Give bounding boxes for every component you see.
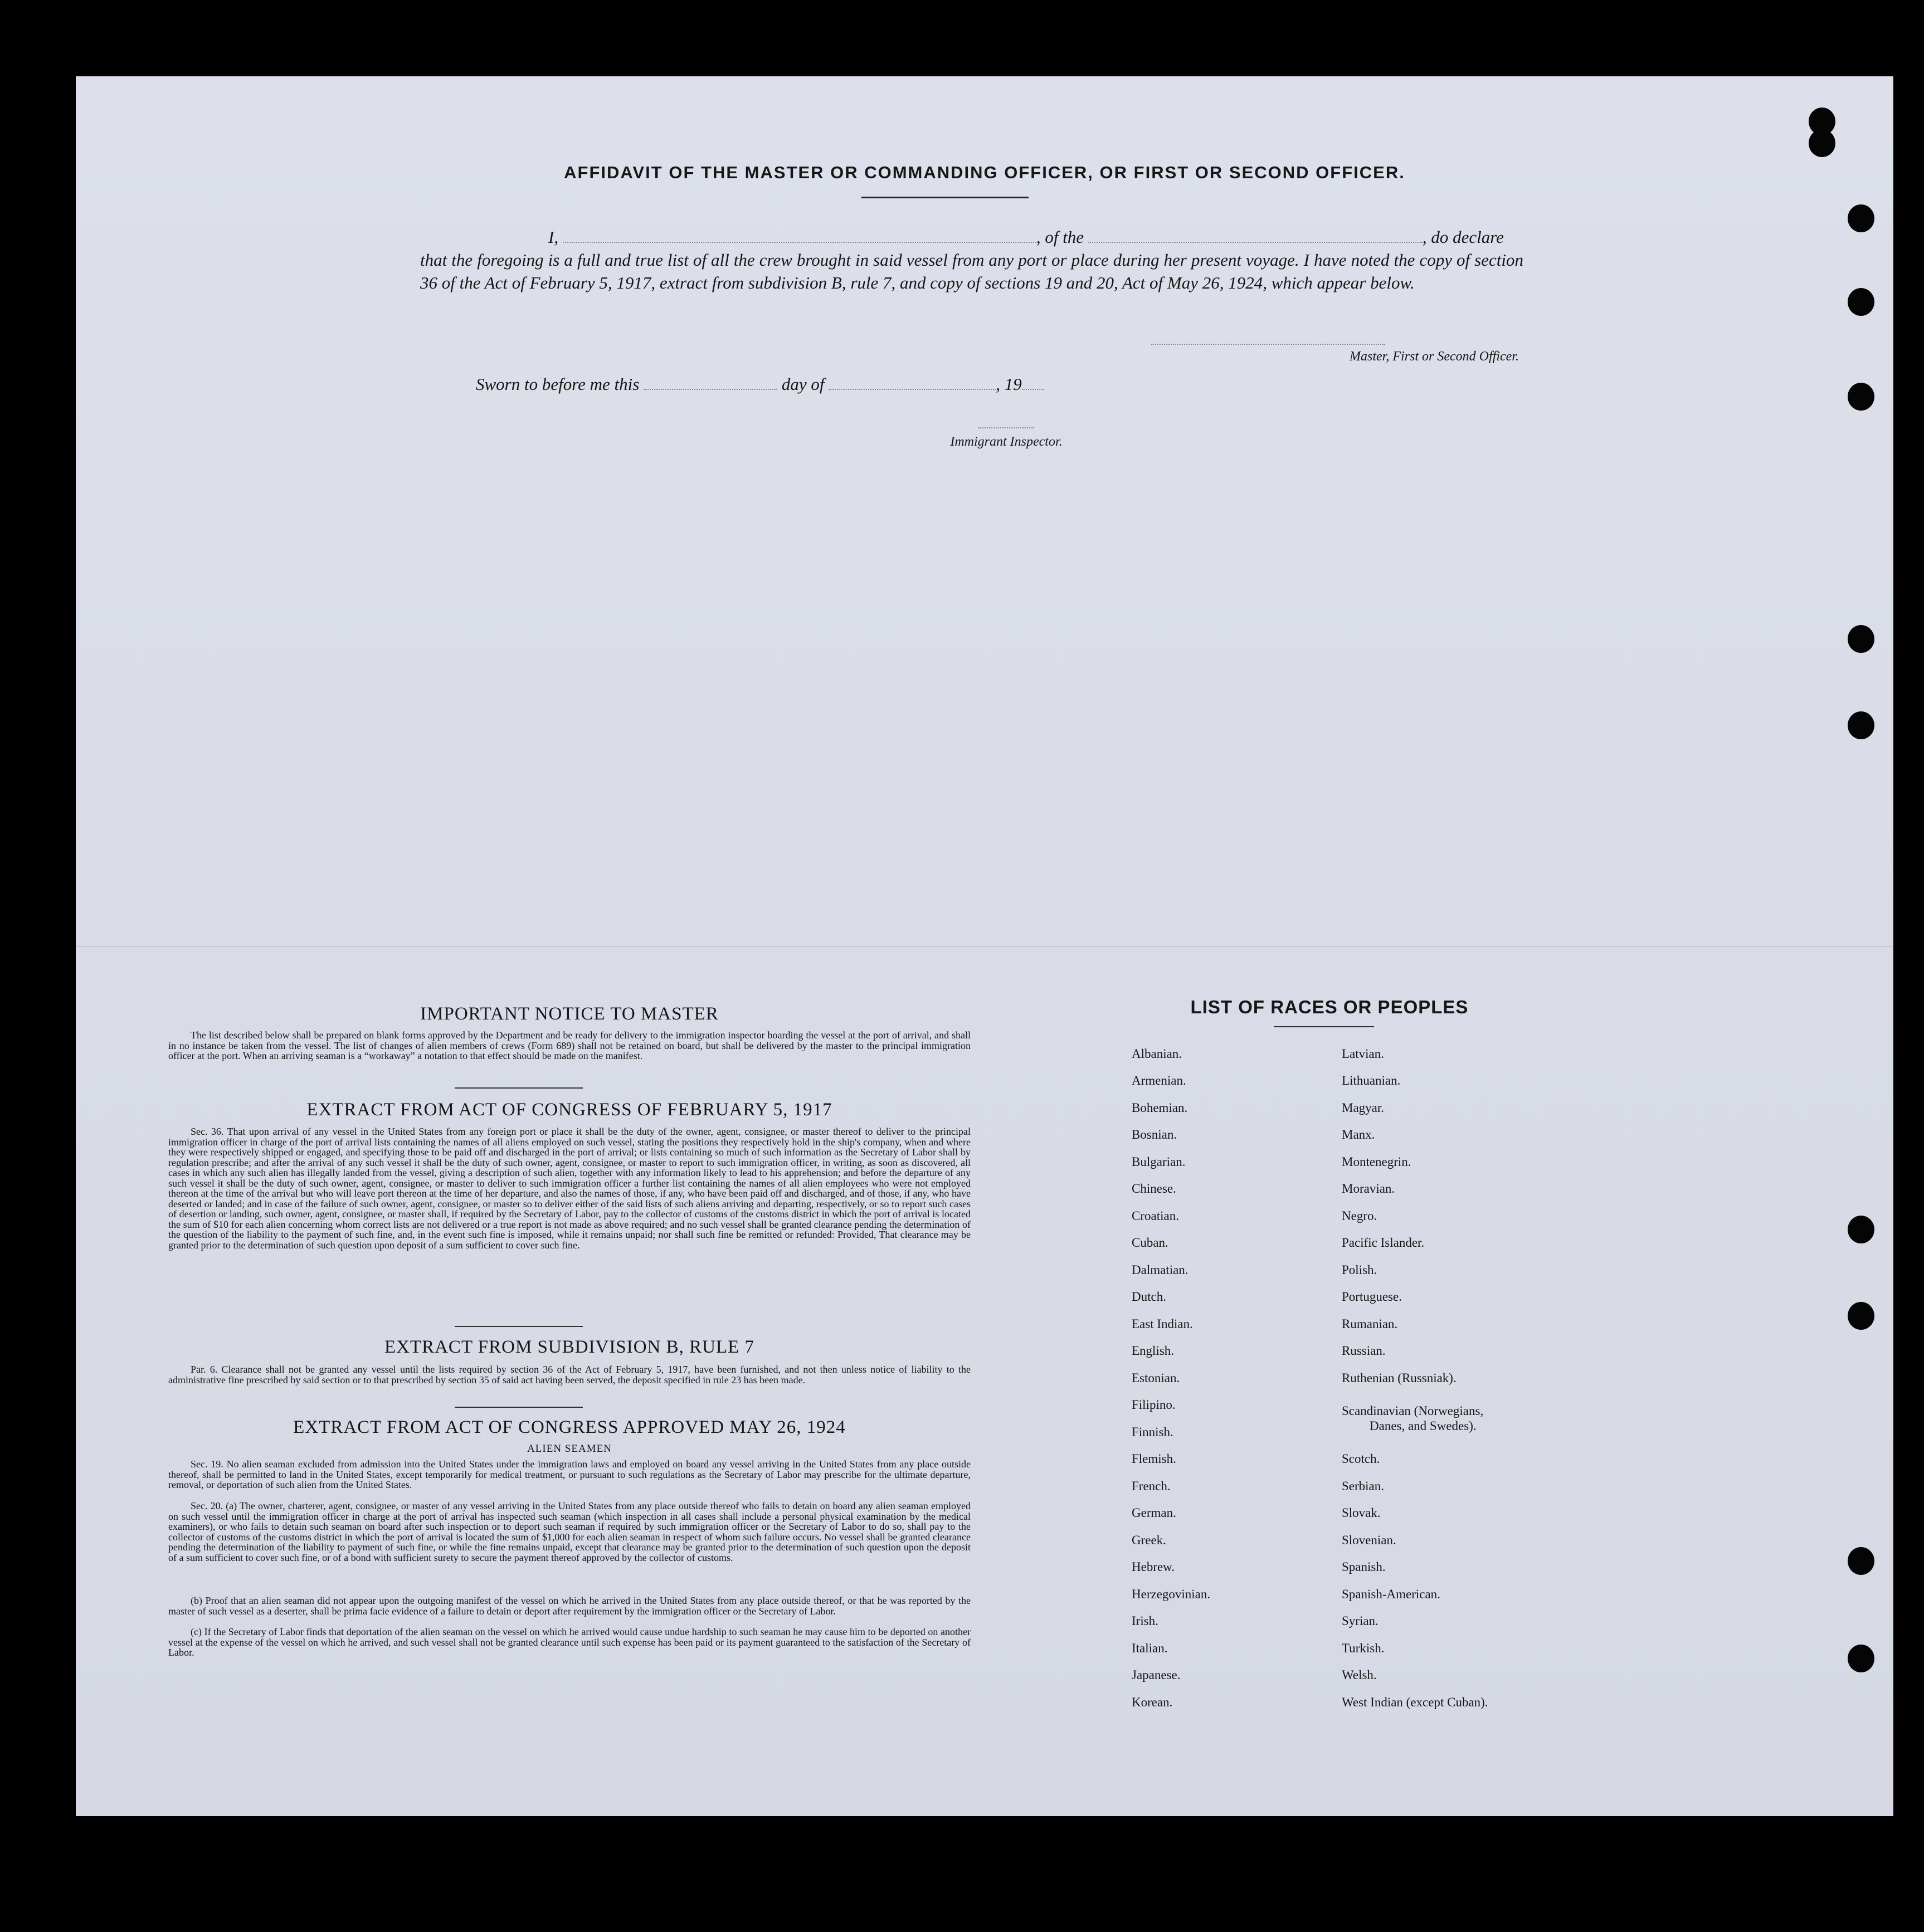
race-right: Spanish. — [1342, 1560, 1386, 1574]
extract-1917-text: Sec. 36. That upon arrival of any vessel in the United States from any foreign port or place it shall be the duty of the owner, agent, consignee, or master thereof to deliver to the principal immigration officer in charge of the port of arrival lists containing the names of all aliens employed on such vessel, stating the positions they respectively hold in the ship's company, when and where they were respectively shipped or engaged, and specifying those to be paid off and discharged in the port of arrival; or lists containing so much of such information as the Secretary of Labor shall by regulation prescribe; and after the arrival of any such vessel it shall be the duty of such owner, agent, consignee, or master to report to such immigration officer, in writing, as soon as discovered, all cases in which any such alien has illegally landed from the vessel, giving a description of such alien, together with any information likely to lead to his apprehension; and before the departure of any such vessel it shall be the duty of such owner, agent, consignee, or master to deliver to such immigration officer a further list containing the names of all alien employees who were not employed thereon at the time of the arrival but who will leave port thereon at the time of her departure, and also the names of those, if any, who have been paid off and discharged, and of those, if any, who have deserted or landed; and in case of the failure of such owner, agent, consignee, or master so to deliver either of the said lists of such aliens arriving and departing, respectively, or so to report such cases of desertion or landing, such owner, agent, consignee, or master shall, if required by the Secretary of Labor, pay to the collector of customs of the customs district in which the port of arrival is located the sum of $10 for each alien concerning whom correct lists are not delivered or a true report is not made as above required; and no such vessel shall be granted clearance pending the determination of the question of the liability to the payment of such fine, and, in the event such fine is imposed, while it remains unpaid; nor shall such fine be remitted or refunded: Provided, That clearance may be granted prior to the determination of such question upon deposit of a sum sufficient to cover such fine. — [168, 1126, 971, 1251]
do-declare-label: , do declare — [1422, 227, 1504, 247]
race-right: Russian. — [1342, 1344, 1386, 1358]
race-right: Lithuanian. — [1342, 1074, 1401, 1087]
race-left: Flemish. — [1132, 1452, 1176, 1466]
race-right: Manx. — [1342, 1128, 1375, 1141]
race-left: Armenian. — [1132, 1074, 1186, 1087]
race-right: Negro. — [1342, 1209, 1377, 1223]
sworn-label: Sworn to before me this — [476, 374, 640, 394]
race-left: Finnish. — [1132, 1425, 1173, 1439]
day-of-label: day of — [781, 374, 825, 394]
punch-hole — [1848, 204, 1874, 232]
race-right: Scandinavian (Norwegians, — [1342, 1404, 1484, 1418]
punch-hole — [1848, 711, 1874, 739]
race-left: Irish. — [1132, 1614, 1158, 1628]
title-rule — [861, 197, 1029, 198]
race-right: Polish. — [1342, 1263, 1377, 1277]
race-left: Chinese. — [1132, 1182, 1176, 1196]
master-label: Master, First or Second Officer. — [1350, 349, 1519, 364]
race-right: Serbian. — [1342, 1479, 1385, 1493]
declaration-block — [420, 226, 1523, 294]
year-label: , 19 — [996, 374, 1022, 394]
race-left: Bohemian. — [1132, 1101, 1188, 1115]
race-right: Montenegrin. — [1342, 1155, 1411, 1169]
race-left: Bosnian. — [1132, 1128, 1177, 1141]
race-right: Latvian. — [1342, 1047, 1384, 1061]
extract-rule7-title: EXTRACT FROM SUBDIVISION B, RULE 7 — [384, 1337, 755, 1357]
race-left: Italian. — [1132, 1641, 1168, 1655]
month-blank[interactable] — [829, 379, 996, 390]
race-left: Bulgarian. — [1132, 1155, 1186, 1169]
race-right: Syrian. — [1342, 1614, 1379, 1628]
master-signature-line[interactable] — [1151, 344, 1385, 345]
year-blank[interactable] — [1022, 379, 1044, 390]
race-right: Danes, and Swedes). — [1370, 1419, 1477, 1433]
race-right: Turkish. — [1342, 1641, 1385, 1655]
race-right: Portuguese. — [1342, 1290, 1402, 1304]
punch-hole — [1848, 625, 1874, 653]
race-left: Japanese. — [1132, 1668, 1181, 1682]
notice-text: The list described below shall be prepared on blank forms approved by the Department and be ready for delivery to the immigration inspector boarding the vessel at the port of arrival, and shall in no instance be taken from the vessel. The list of changes of alien members of crews (Form 689) shall not be retained on board, but shall be delivered by the master to the principal immigration officer at the port. When an arriving seaman is a “workaway” a notation to that effect should be made on the manifest. — [168, 1030, 971, 1061]
of-the-label: , of the — [1036, 227, 1084, 247]
inspector-label: Immigrant Inspector. — [950, 435, 1063, 449]
affidavit-title: AFFIDAVIT OF THE MASTER OR COMMANDING OFFICER, OR FIRST OR SECOND OFFICER. — [564, 163, 1405, 182]
vessel-blank[interactable] — [1088, 232, 1423, 243]
race-left: French. — [1132, 1479, 1171, 1493]
name-blank[interactable] — [563, 232, 1036, 243]
race-right: Slovak. — [1342, 1506, 1381, 1520]
extract-1924-sec20a: Sec. 20. (a) The owner, charterer, agent, consignee, or master of any vessel arriving in the United States from any place outside thereof who fails to detain on board any alien seaman employed on such vessel until the immigration officer in charge at the port of arrival has inspected such seaman (which inspection in all cases shall include a personal physical examination by the medical examiners), or who fails to detain such seaman on board after such inspection or to deport such seaman if required by such immigration officer or the Secretary of Labor to do so, shall pay to the collector of customs of the customs district in which the port of arrival is located the sum of $1,000 for each alien seaman in respect of whom such failure occurs. No vessel shall be granted clearance pending the determination of the liability to payment of such fine, or while the fine remains unpaid, except that clearance may be granted prior to the determination of such question upon the deposit of a sum sufficient to cover such fine, or of a bond with sufficient surety to secure the payment thereof approved by the collector of customs. — [168, 1500, 971, 1563]
race-left: Dutch. — [1132, 1290, 1166, 1304]
extract-1924-title: EXTRACT FROM ACT OF CONGRESS APPROVED MAY 26, 1924 — [293, 1417, 846, 1437]
race-left: Korean. — [1132, 1695, 1173, 1709]
punch-hole — [1848, 1302, 1874, 1330]
section-rule — [455, 1407, 583, 1408]
races-title: LIST OF RACES OR PEOPLES — [1190, 997, 1469, 1017]
race-right: Welsh. — [1342, 1668, 1377, 1682]
race-right: Moravian. — [1342, 1182, 1395, 1196]
extract-1924-sec20b: (b) Proof that an alien seaman did not appear upon the outgoing manifest of the vessel on which he arrived in the United States from any place outside thereof, or that he was reported by the master of such vessel as a deserter, shall be prima facie evidence of a failure to detain or deport after requirement by the immigration officer or the Secretary of Labor. — [168, 1595, 971, 1617]
punch-hole — [1848, 1216, 1874, 1243]
races-rule — [1274, 1026, 1374, 1027]
race-right: Slovenian. — [1342, 1533, 1396, 1547]
punch-hole — [1848, 1547, 1874, 1575]
race-left: Herzegovinian. — [1132, 1587, 1211, 1601]
race-right: Pacific Islander. — [1342, 1236, 1425, 1250]
race-right: Spanish-American. — [1342, 1587, 1440, 1601]
race-left: English. — [1132, 1344, 1175, 1358]
race-right: Rumanian. — [1342, 1317, 1398, 1331]
punch-hole — [1809, 129, 1835, 157]
race-right: Magyar. — [1342, 1101, 1385, 1115]
punch-hole — [1848, 288, 1874, 316]
inspector-signature-line[interactable] — [978, 427, 1034, 428]
race-left: Dalmatian. — [1132, 1263, 1189, 1277]
race-left: Albanian. — [1132, 1047, 1182, 1061]
race-right: Scotch. — [1342, 1452, 1380, 1466]
punch-hole — [1848, 1645, 1874, 1672]
document-sheet — [76, 76, 1893, 1816]
day-blank[interactable] — [644, 379, 777, 390]
declaration-text: that the foregoing is a full and true list of all the crew brought in said vessel from any port or place during her present voyage. I have noted the copy of section 36 of the Act of February 5, 1917, extract from subdivision B, rule 7, and copy of sections 19 and 20, Act of May 26, 1924, which appear below. — [420, 250, 1523, 292]
punch-hole — [1848, 383, 1874, 411]
extract-1924-sec19: Sec. 19. No alien seaman excluded from admission into the United States under the immigration laws and employed on board any vessel arriving in the United States from any place outside thereof, shall be permitted to land in the United States, except temporarily for medical treatment, or pursuant to such regulations as the Secretary of Labor may prescribe for the ultimate departure, removal, or deportation of such alien from the United States. — [168, 1458, 971, 1490]
race-left: Croatian. — [1132, 1209, 1179, 1223]
extract-1924-subtitle: ALIEN SEAMEN — [527, 1443, 612, 1455]
extract-1924-sec20c: (c) If the Secretary of Labor finds that deportation of the alien seaman on the vessel on which he arrived would cause undue hardship to such seaman he may cause him to be deported on another vessel at the expense of the vessel on which he arrived, and such vessel shall not be granted clearance until such expense has been paid or its payment guaranteed to the satisfaction of the Secretary of Labor. — [168, 1626, 971, 1658]
section-rule — [455, 1087, 583, 1089]
race-right: Ruthenian (Russniak). — [1342, 1371, 1457, 1385]
race-left: Cuban. — [1132, 1236, 1168, 1250]
race-left: East Indian. — [1132, 1317, 1193, 1331]
extract-rule7-text: Par. 6. Clearance shall not be granted any vessel until the lists required by section 36 of the Act of February 5, 1917, have been furnished, and not then unless notice of liability to the administrative fine prescribed by said section or to that prescribed by section 35 of said act having been served, the deposit specified in rule 23 has been made. — [168, 1364, 971, 1385]
i-label: I, — [548, 227, 559, 247]
race-left: Hebrew. — [1132, 1560, 1175, 1574]
sworn-line — [476, 374, 1044, 394]
race-right: West Indian (except Cuban). — [1342, 1695, 1488, 1709]
fold-line — [76, 946, 1893, 947]
race-left: German. — [1132, 1506, 1176, 1520]
race-left: Estonian. — [1132, 1371, 1180, 1385]
race-left: Greek. — [1132, 1533, 1166, 1547]
extract-1917-title: EXTRACT FROM ACT OF CONGRESS OF FEBRUARY 5, 1917 — [306, 1100, 832, 1120]
notice-title: IMPORTANT NOTICE TO MASTER — [420, 1004, 719, 1024]
section-rule — [455, 1326, 583, 1327]
race-left: Filipino. — [1132, 1398, 1176, 1412]
